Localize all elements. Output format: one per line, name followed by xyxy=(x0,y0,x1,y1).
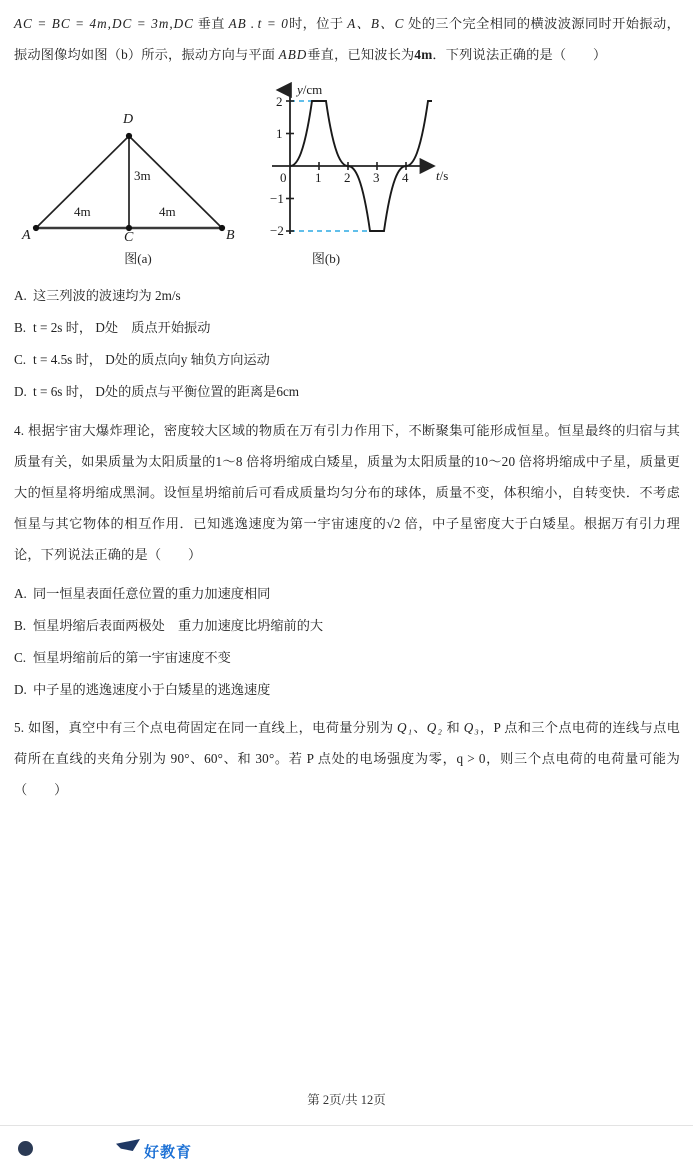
figure-a-label-right-4m: 4m xyxy=(159,204,176,219)
q4-option-B[interactable] xyxy=(14,610,680,642)
q3-stem-text-1: 垂直 xyxy=(193,16,229,31)
figure-b-y-axis-label: y/cm xyxy=(297,82,323,97)
y-tick-label-neg2: −2 xyxy=(270,223,284,238)
q4-option-D[interactable] xyxy=(14,674,680,706)
q3-option-C-label: C. xyxy=(14,352,27,367)
q5-charge-Q1: Q₁ xyxy=(397,720,414,735)
figures-row xyxy=(14,74,680,274)
q4-option-D-label: D. xyxy=(14,682,27,697)
q4-option-B-label: B. xyxy=(14,618,27,633)
figure-a-label-height-3m: 3m xyxy=(134,168,151,183)
q4-stem-tail: 倍，中子星密度大于白矮星。根据万有引力理论，下列说法正确的是（ ） xyxy=(14,516,680,562)
q3-option-A-label: A. xyxy=(14,288,27,303)
q4-option-A-text: 同一恒星表面任意位置的重力加速度相同 xyxy=(33,586,271,601)
q5-charge-Q2: Q₂ xyxy=(426,720,443,735)
y-tick-label-2: 2 xyxy=(276,94,283,109)
q3-option-C[interactable] xyxy=(14,344,680,376)
q3-option-A-text: 这三列波的波速均为 2m/s xyxy=(33,288,181,303)
question4-options xyxy=(14,578,680,706)
figure-a-label-A: A xyxy=(22,228,31,243)
x-tick-label-3: 3 xyxy=(373,170,380,185)
q4-number: 4. xyxy=(14,423,25,438)
x-tick-label-2: 2 xyxy=(344,170,351,185)
point-A-dot xyxy=(33,225,39,231)
question3-stem xyxy=(14,8,680,70)
figure-a-triangle xyxy=(14,76,262,272)
q3-option-A[interactable] xyxy=(14,280,680,312)
question5-stem xyxy=(14,712,680,805)
q4-option-D-text: 中子星的逃逸速度小于白矮星的逃逸速度 xyxy=(33,682,271,697)
q3-option-D-label: D. xyxy=(14,384,27,399)
footer-divider xyxy=(0,1125,693,1126)
brand-dot-icon xyxy=(18,1141,33,1156)
q3-stem-math-1: AC = BC = 4m,DC = 3m,DC xyxy=(14,16,194,31)
q3-stem-text-2: . xyxy=(246,16,258,31)
q3-option-B-text: t = 2s 时， D处 质点开始振动 xyxy=(33,320,211,335)
y-tick-label-1: 1 xyxy=(276,126,283,141)
q3-option-C-text: t = 4.5s 时， D处的质点向y 轴负方向运动 xyxy=(33,352,270,367)
q4-option-A-label: A. xyxy=(14,586,27,601)
q3-stem-text-6: ．下列说法正确的是（ ） xyxy=(432,47,607,62)
question4-stem xyxy=(14,415,680,570)
q3-stem-math-ab: AB xyxy=(228,16,247,31)
brand-label: 好教育 xyxy=(144,1144,193,1161)
q3-stem-math-abd: ABD xyxy=(278,47,308,62)
q4-option-C-label: C. xyxy=(14,650,27,665)
q3-stem-math-t0: t = 0 xyxy=(257,16,289,31)
q5-stem-part2: ，P 点和三个点电荷的连线与点电荷所在直线的夹角分别为 90°、60°、和 30°。若 P 点处的电场强度为零，q > 0，则三个点电荷的电荷量可能为（ ） xyxy=(14,720,680,797)
y-tick-label-neg1: −1 xyxy=(270,191,284,206)
figure-a-caption: 图(a) xyxy=(124,251,152,266)
q4-option-C[interactable] xyxy=(14,642,680,674)
q4-sqrt2: √2 xyxy=(386,516,401,531)
page-footer: 第 2页/共 12页 xyxy=(307,1093,386,1107)
q5-sep2: 和 xyxy=(442,720,464,735)
q5-sep1: 、 xyxy=(413,720,427,735)
q5-stem-part1: 如图，真空中有三个点电荷固定在同一直线上，电荷量分别为 xyxy=(27,720,397,735)
point-B-dot xyxy=(219,225,225,231)
page-content xyxy=(14,8,680,805)
x-tick-label-1: 1 xyxy=(315,170,322,185)
q3-option-D[interactable] xyxy=(14,376,680,408)
q4-option-A[interactable] xyxy=(14,578,680,610)
question3-options xyxy=(14,280,680,408)
q3-stem-math-abc: A、B、C xyxy=(347,16,405,31)
q3-stem-text-5: 垂直，已知波长为 xyxy=(307,47,415,62)
q3-stem-text-4: 处的三个完全相同的横波波源同时开始振动，振动图像均如图（b）所示，振动方向与平面 xyxy=(14,16,680,62)
figure-a-label-B: B xyxy=(226,228,235,243)
q3-option-B-label: B. xyxy=(14,320,27,335)
q4-option-C-text: 恒星坍缩前后的第一宇宙速度不变 xyxy=(33,650,231,665)
figure-a-label-C: C xyxy=(124,230,134,245)
brand-watermark xyxy=(16,1135,256,1161)
figure-b-caption: 图(b) xyxy=(311,251,341,266)
q4-option-B-text: 恒星坍缩后表面两极处 重力加速度比坍缩前的大 xyxy=(33,618,324,633)
q3-stem-text-3: 时，位于 xyxy=(288,16,348,31)
q5-charge-Q3: Q₃ xyxy=(463,720,480,735)
q4-stem-text: 根据宇宙大爆炸理论，密度较大区域的物质在万有引力作用下，不断聚集可能形成恒星。恒星最终的归宿与其质量有关，如果质量为太阳质量的1～8 倍将坍缩成白矮星，质量为太阳质量的10～20 倍将坍缩成中子星，质量更大的恒星将坍缩成黑洞。设恒星坍缩前后可看成质量均匀分布的球体，质量不变，体积缩小，自转变快．不考虑恒星与其它物体的相互作用．已知逃逸速度为第一宇宙速度的 xyxy=(14,423,680,531)
figure-b-x-axis-label: t/s xyxy=(436,168,449,183)
q3-stem-wavelength: 4m xyxy=(414,47,433,62)
q3-option-B[interactable] xyxy=(14,312,680,344)
q3-option-D-text: t = 6s 时， D处的质点与平衡位置的距离是6cm xyxy=(33,384,300,399)
x-tick-label-4: 4 xyxy=(402,170,409,185)
origin-label: 0 xyxy=(280,170,287,185)
figure-a-label-left-4m: 4m xyxy=(74,204,91,219)
point-D-dot xyxy=(126,133,132,139)
figure-b-wave-graph xyxy=(266,76,466,272)
figure-a-label-D: D xyxy=(123,112,134,127)
q5-number: 5. xyxy=(14,720,25,735)
brand-wing-icon xyxy=(116,1139,140,1151)
